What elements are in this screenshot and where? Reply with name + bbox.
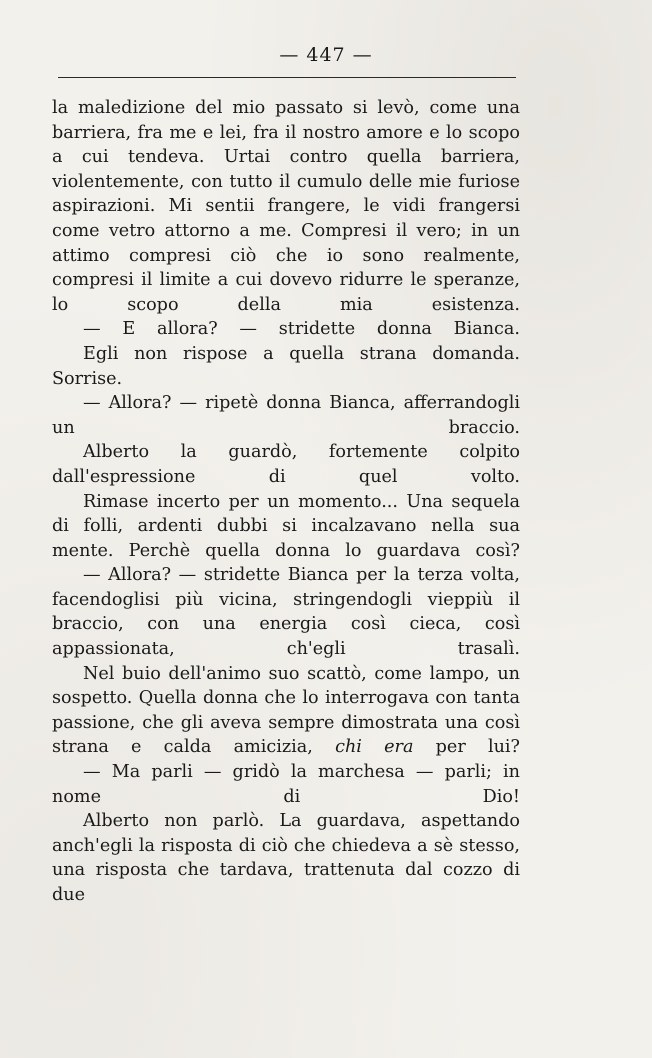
page-number: — 447 — [279, 44, 373, 66]
paragraph-9: — Ma parli — gridò la marchesa — parli; in nome di Dio! [52, 762, 520, 807]
paragraph-10: Alberto non parlò. La guardava, aspettando anch'egli la risposta di ciò che chiedeva a sè stesso, una risposta che tardava, trattenuta dal cozzo di due [52, 811, 520, 905]
italic-phrase: chi era [335, 737, 414, 758]
paragraph-8-end: per lui? [413, 737, 520, 758]
paragraph-5: Alberto la guardò, fortemente colpito dall'espressione di quel volto. [52, 442, 520, 487]
paragraph-4: — Allora? — ripetè donna Bianca, afferrandogli un braccio. [52, 393, 520, 438]
paragraph-8-text: Nel buio dell'animo suo scattò, come lampo, un sospetto. Quella donna che lo interrogava con tanta passione, che gli aveva sempre dimostrata una così strana e calda amicizia, [52, 663, 520, 758]
header-rule [58, 77, 516, 78]
paragraph-1: la maledizione del mio passato si levò, come una barriera, fra me e lei, fra il nostro amore e lo scopo a cui tendeva. Urtai contro quella barriera, violentemente, con tutto il cumulo delle mie furiose aspirazioni. Mi sentii frangere, le vidi frangersi come vetro attorno a me. Compresi il vero; in un attimo compresi ciò che io sono realmente, compresi il limite a cui dovevo ridurre le speranze, lo scopo della mia esistenza. [52, 98, 520, 315]
paragraph-7: — Allora? — stridette Bianca per la terza volta, facendoglisi più vicina, stringendogli vieppiù il braccio, con una energia così cieca, così appassionata, ch'egli trasalì. [52, 565, 520, 660]
paragraph-8 [52, 662, 520, 760]
paragraph-6: Rimase incerto per un momento... Una sequela di folli, ardenti dubbi si incalzavano nella sua mente. Perchè quella donna lo guardava così? [52, 491, 520, 561]
paragraph-2: — E allora? — stridette donna Bianca. [83, 319, 520, 340]
paragraph-3: Egli non rispose a quella strana domanda. Sorrise. [52, 343, 520, 389]
page-body [52, 96, 520, 908]
